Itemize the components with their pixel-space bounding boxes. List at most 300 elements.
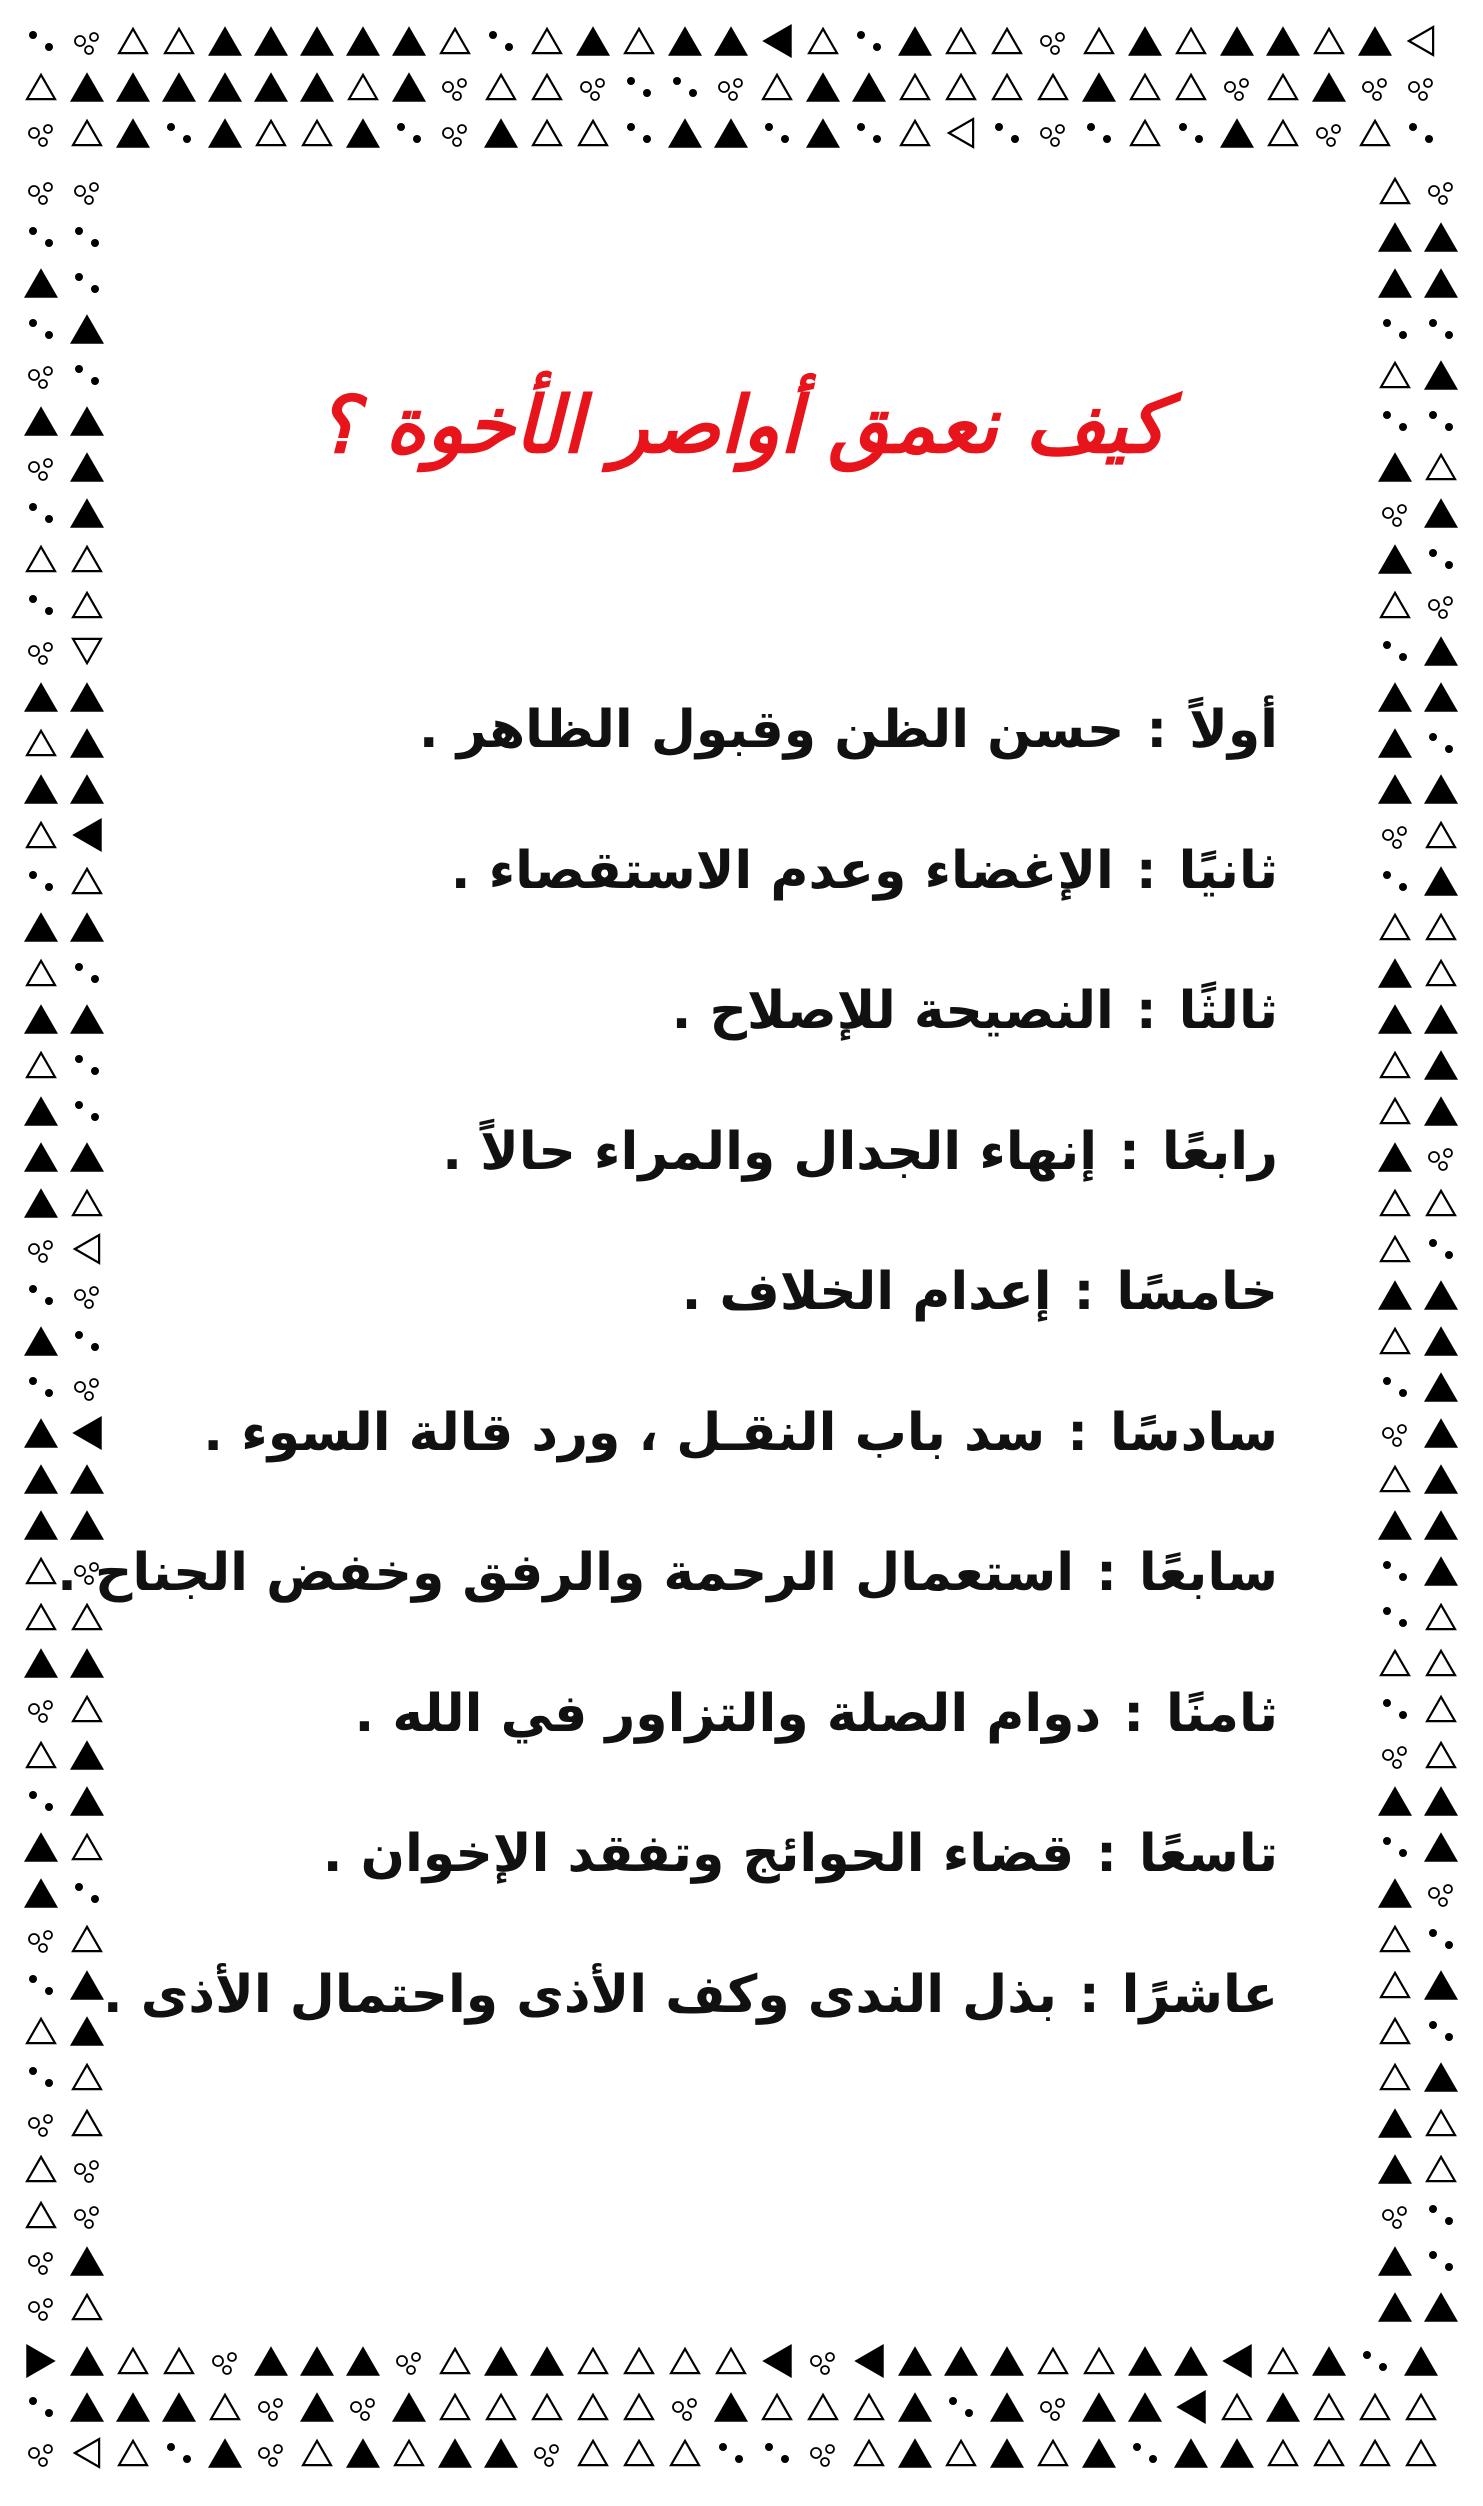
border-dot bbox=[1056, 33, 1064, 41]
item-text: سد باب النقـل ، ورد قالة السوء . bbox=[203, 1402, 1046, 1463]
border-dot bbox=[29, 1377, 37, 1385]
border-dot bbox=[75, 365, 83, 373]
border-triangle bbox=[947, 29, 975, 53]
border-dot bbox=[535, 2448, 545, 2458]
border-dot bbox=[44, 2299, 52, 2307]
border-dot bbox=[75, 273, 83, 281]
border-dot bbox=[443, 82, 453, 92]
border-dot bbox=[75, 1382, 85, 1392]
border-dot bbox=[581, 82, 591, 92]
border-triangle bbox=[73, 1927, 101, 1951]
border-dot bbox=[1398, 505, 1406, 513]
border-triangle bbox=[1220, 2438, 1254, 2467]
border-dot bbox=[29, 2397, 37, 2405]
border-triangle bbox=[1424, 2292, 1458, 2321]
list-item bbox=[190, 1644, 1278, 1785]
border-triangle bbox=[1315, 2441, 1343, 2465]
border-triangle bbox=[579, 2441, 607, 2465]
border-triangle bbox=[484, 2438, 518, 2467]
border-dot bbox=[91, 975, 99, 983]
border-dot bbox=[29, 1975, 37, 1983]
border-dot bbox=[1445, 2033, 1453, 2041]
border-triangle bbox=[208, 2438, 242, 2467]
border-dot bbox=[1419, 92, 1427, 100]
border-dot bbox=[1429, 2205, 1437, 2213]
border-triangle bbox=[208, 72, 242, 101]
border-dot bbox=[90, 1379, 98, 1387]
border-dot bbox=[1383, 830, 1393, 840]
border-triangle bbox=[717, 2349, 745, 2373]
border-dot bbox=[1429, 733, 1437, 741]
border-dot bbox=[873, 43, 881, 51]
border-dot bbox=[1444, 1149, 1452, 1157]
border-dot bbox=[44, 367, 52, 375]
border-dot bbox=[85, 2220, 93, 2228]
border-triangle bbox=[73, 869, 101, 893]
border-dot bbox=[39, 196, 47, 204]
border-dot bbox=[85, 1300, 93, 1308]
border-triangle bbox=[24, 268, 58, 297]
border-triangle bbox=[898, 2438, 932, 2467]
border-dot bbox=[821, 2458, 829, 2466]
border-triangle bbox=[484, 118, 518, 147]
border-triangle bbox=[625, 2395, 653, 2419]
border-triangle bbox=[208, 26, 242, 55]
border-dot bbox=[453, 92, 461, 100]
border-dot bbox=[1383, 2210, 1393, 2220]
border-triangle bbox=[533, 29, 561, 53]
border-dot bbox=[39, 656, 47, 664]
item-text: استعمال الرحمة والرفق وخفض الجناح . bbox=[57, 1543, 1075, 1604]
border-dot bbox=[811, 2356, 821, 2366]
border-triangle bbox=[1269, 2349, 1297, 2373]
border-triangle bbox=[392, 2392, 426, 2421]
border-dot bbox=[29, 227, 37, 235]
border-dot bbox=[1051, 2412, 1059, 2420]
border-triangle bbox=[70, 2392, 104, 2421]
border-triangle bbox=[1128, 2392, 1162, 2421]
border-triangle bbox=[625, 2349, 653, 2373]
border-dot bbox=[167, 123, 175, 131]
border-dot bbox=[719, 82, 729, 92]
border-triangle bbox=[1381, 1053, 1409, 1077]
border-dot bbox=[596, 79, 604, 87]
border-dot bbox=[719, 2443, 727, 2451]
border-dot bbox=[91, 1067, 99, 1075]
border-dot bbox=[1398, 2207, 1406, 2215]
border-dot bbox=[1317, 128, 1327, 138]
border-dot bbox=[29, 646, 39, 656]
border-triangle bbox=[852, 72, 886, 101]
border-triangle bbox=[990, 2392, 1024, 2421]
border-dot bbox=[1399, 883, 1407, 891]
border-dot bbox=[627, 77, 635, 85]
border-triangle bbox=[1381, 915, 1409, 939]
border-triangle bbox=[300, 2392, 334, 2421]
border-dot bbox=[1393, 1438, 1401, 1446]
border-triangle bbox=[1312, 72, 1346, 101]
border-dot bbox=[361, 2412, 369, 2420]
border-triangle bbox=[1378, 1142, 1412, 1171]
border-dot bbox=[873, 135, 881, 143]
border-dot bbox=[39, 2128, 47, 2136]
border-triangle bbox=[1378, 268, 1412, 297]
border-dot bbox=[1383, 871, 1391, 879]
border-triangle bbox=[1176, 2390, 1205, 2424]
border-dot bbox=[1195, 135, 1203, 143]
border-triangle bbox=[73, 1191, 101, 1215]
border-triangle bbox=[898, 2392, 932, 2421]
item-separator: : bbox=[1119, 1121, 1140, 1182]
list-item bbox=[190, 660, 1278, 801]
border-triangle bbox=[625, 29, 653, 53]
border-triangle bbox=[116, 118, 150, 147]
border-triangle bbox=[70, 912, 104, 941]
border-triangle bbox=[1424, 1464, 1458, 1493]
border-triangle bbox=[1424, 1096, 1458, 1125]
border-dot bbox=[1379, 2363, 1387, 2371]
border-dot bbox=[1439, 1162, 1447, 1170]
border-triangle bbox=[1424, 636, 1458, 665]
border-triangle bbox=[24, 1326, 58, 1355]
border-triangle bbox=[24, 1418, 58, 1447]
border-triangle bbox=[70, 72, 104, 101]
border-triangle bbox=[24, 682, 58, 711]
border-triangle bbox=[947, 75, 975, 99]
border-triangle bbox=[1381, 593, 1409, 617]
border-triangle bbox=[254, 72, 288, 101]
border-triangle bbox=[24, 912, 58, 941]
border-triangle bbox=[70, 1004, 104, 1033]
border-dot bbox=[1429, 2021, 1437, 2029]
item-separator: : bbox=[1123, 1683, 1144, 1744]
border-dot bbox=[1393, 1760, 1401, 1768]
border-triangle bbox=[1424, 1786, 1458, 1815]
border-triangle bbox=[533, 2395, 561, 2419]
border-triangle bbox=[1222, 2344, 1251, 2378]
border-triangle bbox=[1085, 29, 1113, 53]
list-item bbox=[190, 1363, 1278, 1504]
border-triangle bbox=[26, 2344, 55, 2378]
border-dot bbox=[44, 643, 52, 651]
border-triangle bbox=[484, 2346, 518, 2375]
border-triangle bbox=[1082, 2392, 1116, 2421]
border-dot bbox=[90, 2161, 98, 2169]
border-dot bbox=[1393, 518, 1401, 526]
border-triangle bbox=[27, 731, 55, 755]
border-triangle bbox=[27, 2203, 55, 2227]
border-dot bbox=[29, 871, 37, 879]
border-dot bbox=[1383, 508, 1393, 518]
border-dot bbox=[39, 1254, 47, 1262]
border-dot bbox=[39, 1714, 47, 1722]
border-triangle bbox=[1424, 1418, 1458, 1447]
border-triangle bbox=[1085, 2349, 1113, 2373]
border-triangle bbox=[1424, 1970, 1458, 1999]
border-triangle bbox=[70, 1740, 104, 1769]
border-triangle bbox=[855, 2441, 883, 2465]
border-dot bbox=[1399, 1573, 1407, 1581]
border-dot bbox=[29, 2067, 37, 2075]
border-dot bbox=[1425, 135, 1433, 143]
border-dot bbox=[29, 1791, 37, 1799]
border-triangle bbox=[1427, 961, 1455, 985]
border-triangle bbox=[1427, 1651, 1455, 1675]
border-triangle bbox=[254, 2346, 288, 2375]
border-dot bbox=[85, 2174, 93, 2182]
border-dot bbox=[1424, 79, 1432, 87]
border-triangle bbox=[70, 1648, 104, 1677]
border-triangle bbox=[1381, 1467, 1409, 1491]
border-triangle bbox=[73, 1835, 101, 1859]
item-ordinal: سادسًا bbox=[1109, 1402, 1278, 1463]
border-dot bbox=[29, 1934, 39, 1944]
border-triangle bbox=[1269, 75, 1297, 99]
border-triangle bbox=[24, 1832, 58, 1861]
border-triangle bbox=[855, 2395, 883, 2419]
border-dot bbox=[75, 2164, 85, 2174]
border-dot bbox=[1429, 549, 1437, 557]
border-dot bbox=[453, 138, 461, 146]
border-triangle bbox=[806, 72, 840, 101]
border-dot bbox=[857, 123, 865, 131]
border-dot bbox=[44, 1241, 52, 1249]
border-dot bbox=[1399, 1389, 1407, 1397]
border-triangle bbox=[70, 2346, 104, 2375]
border-dot bbox=[1445, 1941, 1453, 1949]
list-item bbox=[190, 1784, 1278, 1925]
border-triangle bbox=[73, 2295, 101, 2319]
border-triangle bbox=[533, 121, 561, 145]
border-triangle bbox=[27, 75, 55, 99]
border-triangle bbox=[898, 26, 932, 55]
border-dot bbox=[183, 135, 191, 143]
border-dot bbox=[91, 1113, 99, 1121]
border-triangle bbox=[27, 1559, 55, 1583]
border-dot bbox=[1011, 135, 1019, 143]
border-dot bbox=[673, 77, 681, 85]
border-triangle bbox=[1378, 2246, 1412, 2275]
item-separator: : bbox=[1135, 840, 1157, 901]
border-triangle bbox=[1424, 2062, 1458, 2091]
border-dot bbox=[75, 186, 85, 196]
border-dot bbox=[1383, 1699, 1391, 1707]
border-dot bbox=[1439, 196, 1447, 204]
border-triangle bbox=[441, 2395, 469, 2419]
border-dot bbox=[1399, 653, 1407, 661]
border-dot bbox=[1393, 840, 1401, 848]
border-dot bbox=[29, 31, 37, 39]
border-triangle bbox=[993, 29, 1021, 53]
border-dot bbox=[29, 319, 37, 327]
border-dot bbox=[183, 2455, 191, 2463]
border-triangle bbox=[1220, 26, 1254, 55]
border-dot bbox=[811, 2448, 821, 2458]
border-triangle bbox=[70, 728, 104, 757]
item-text: قضاء الحوائج وتفقد الإخوان . bbox=[322, 1824, 1075, 1885]
border-dot bbox=[1445, 2263, 1453, 2271]
border-triangle bbox=[1378, 728, 1412, 757]
border-triangle bbox=[73, 547, 101, 571]
border-dot bbox=[90, 33, 98, 41]
border-triangle bbox=[27, 961, 55, 985]
border-triangle bbox=[392, 26, 426, 55]
border-dot bbox=[857, 31, 865, 39]
border-dot bbox=[1363, 82, 1373, 92]
border-triangle bbox=[1039, 75, 1067, 99]
border-dot bbox=[228, 2353, 236, 2361]
border-triangle bbox=[119, 2441, 147, 2465]
border-triangle bbox=[116, 72, 150, 101]
border-dot bbox=[1383, 1750, 1393, 1760]
item-text: بذل الندى وكف الأذى واحتمال الأذى . bbox=[102, 1964, 1057, 2025]
border-triangle bbox=[579, 2395, 607, 2419]
border-triangle bbox=[1424, 1326, 1458, 1355]
border-triangle bbox=[208, 118, 242, 147]
border-dot bbox=[443, 128, 453, 138]
border-dot bbox=[1393, 2220, 1401, 2228]
border-triangle bbox=[1378, 1510, 1412, 1539]
border-dot bbox=[729, 92, 737, 100]
border-triangle bbox=[806, 118, 840, 147]
border-dot bbox=[1383, 1428, 1393, 1438]
item-separator: : bbox=[1073, 1262, 1095, 1323]
border-dot bbox=[45, 1297, 53, 1305]
border-dot bbox=[1399, 331, 1407, 339]
border-dot bbox=[550, 2445, 558, 2453]
border-dot bbox=[75, 1290, 85, 1300]
border-dot bbox=[75, 227, 83, 235]
border-triangle bbox=[1424, 1280, 1458, 1309]
border-triangle bbox=[24, 1142, 58, 1171]
list-item bbox=[102, 1925, 1278, 2066]
border-triangle bbox=[116, 2392, 150, 2421]
border-dot bbox=[91, 239, 99, 247]
border-triangle bbox=[1131, 121, 1159, 145]
border-triangle bbox=[944, 2346, 978, 2375]
border-dot bbox=[1041, 128, 1051, 138]
border-dot bbox=[29, 2256, 39, 2266]
border-triangle bbox=[1174, 2438, 1208, 2467]
border-triangle bbox=[1378, 1004, 1412, 1033]
border-triangle bbox=[24, 1648, 58, 1677]
border-triangle bbox=[1424, 774, 1458, 803]
item-ordinal: ثالثًا bbox=[1178, 981, 1278, 1042]
border-dot bbox=[1445, 2217, 1453, 2225]
border-dot bbox=[44, 1931, 52, 1939]
border-dot bbox=[1429, 1239, 1437, 1247]
border-triangle bbox=[73, 593, 101, 617]
item-ordinal: عاشرًا bbox=[1121, 1964, 1278, 2025]
border-dot bbox=[995, 123, 1003, 131]
border-dot bbox=[1399, 1711, 1407, 1719]
border-dot bbox=[45, 1389, 53, 1397]
border-triangle bbox=[70, 682, 104, 711]
points-list bbox=[57, 660, 1278, 2065]
border-dot bbox=[45, 2409, 53, 2417]
border-dot bbox=[826, 2353, 834, 2361]
border-triangle bbox=[73, 2111, 101, 2135]
list-item bbox=[190, 1082, 1278, 1223]
border-dot bbox=[1399, 1619, 1407, 1627]
border-triangle bbox=[579, 2349, 607, 2373]
border-dot bbox=[213, 2356, 223, 2366]
border-triangle bbox=[1424, 268, 1458, 297]
item-text: حسن الظن وقبول الظاهر . bbox=[418, 700, 1125, 761]
border-triangle bbox=[346, 26, 380, 55]
border-triangle bbox=[671, 2441, 699, 2465]
border-triangle bbox=[1315, 29, 1343, 53]
border-dot bbox=[1398, 1425, 1406, 1433]
border-dot bbox=[269, 2412, 277, 2420]
border-triangle bbox=[1378, 1878, 1412, 1907]
border-dot bbox=[781, 135, 789, 143]
border-dot bbox=[1332, 125, 1340, 133]
border-triangle bbox=[487, 75, 515, 99]
border-triangle bbox=[714, 2392, 748, 2421]
border-dot bbox=[1429, 600, 1439, 610]
border-triangle bbox=[346, 2438, 380, 2467]
border-dot bbox=[45, 883, 53, 891]
border-triangle bbox=[1424, 1372, 1458, 1401]
border-triangle bbox=[1269, 2441, 1297, 2465]
border-triangle bbox=[303, 2441, 331, 2465]
border-triangle bbox=[1378, 544, 1412, 573]
border-dot bbox=[1051, 46, 1059, 54]
border-dot bbox=[85, 196, 93, 204]
border-triangle bbox=[24, 1510, 58, 1539]
border-triangle bbox=[671, 2349, 699, 2373]
border-triangle bbox=[993, 75, 1021, 99]
border-dot bbox=[44, 2115, 52, 2123]
border-triangle bbox=[1315, 2395, 1343, 2419]
border-triangle bbox=[1378, 774, 1412, 803]
border-triangle bbox=[70, 2246, 104, 2275]
border-triangle bbox=[1312, 2346, 1346, 2375]
border-dot bbox=[44, 125, 52, 133]
border-dot bbox=[1444, 183, 1452, 191]
border-triangle bbox=[809, 29, 837, 53]
border-triangle bbox=[1424, 1004, 1458, 1033]
border-triangle bbox=[990, 2438, 1024, 2467]
border-triangle bbox=[1082, 2438, 1116, 2467]
border-dot bbox=[39, 472, 47, 480]
border-triangle bbox=[1427, 2157, 1455, 2181]
border-dot bbox=[29, 1704, 39, 1714]
border-dot bbox=[90, 2207, 98, 2215]
border-dot bbox=[413, 135, 421, 143]
border-triangle bbox=[162, 72, 196, 101]
border-triangle bbox=[1427, 915, 1455, 939]
border-triangle bbox=[714, 118, 748, 147]
border-dot bbox=[1429, 1152, 1439, 1162]
item-ordinal: أولاً bbox=[1189, 700, 1278, 761]
border-dot bbox=[45, 1803, 53, 1811]
border-triangle bbox=[24, 1188, 58, 1217]
item-separator: : bbox=[1096, 1824, 1117, 1885]
border-triangle bbox=[70, 1142, 104, 1171]
border-triangle bbox=[1381, 1329, 1409, 1353]
border-dot bbox=[1133, 2443, 1141, 2451]
border-triangle bbox=[1361, 2441, 1389, 2465]
border-dot bbox=[965, 2409, 973, 2417]
item-separator: : bbox=[1067, 1402, 1088, 1463]
item-ordinal: ثامنًا bbox=[1166, 1683, 1278, 1744]
item-text: النصيحة للإصلاح . bbox=[671, 981, 1114, 1042]
border-triangle bbox=[27, 2019, 55, 2043]
border-triangle bbox=[24, 774, 58, 803]
border-triangle bbox=[75, 1235, 99, 1263]
